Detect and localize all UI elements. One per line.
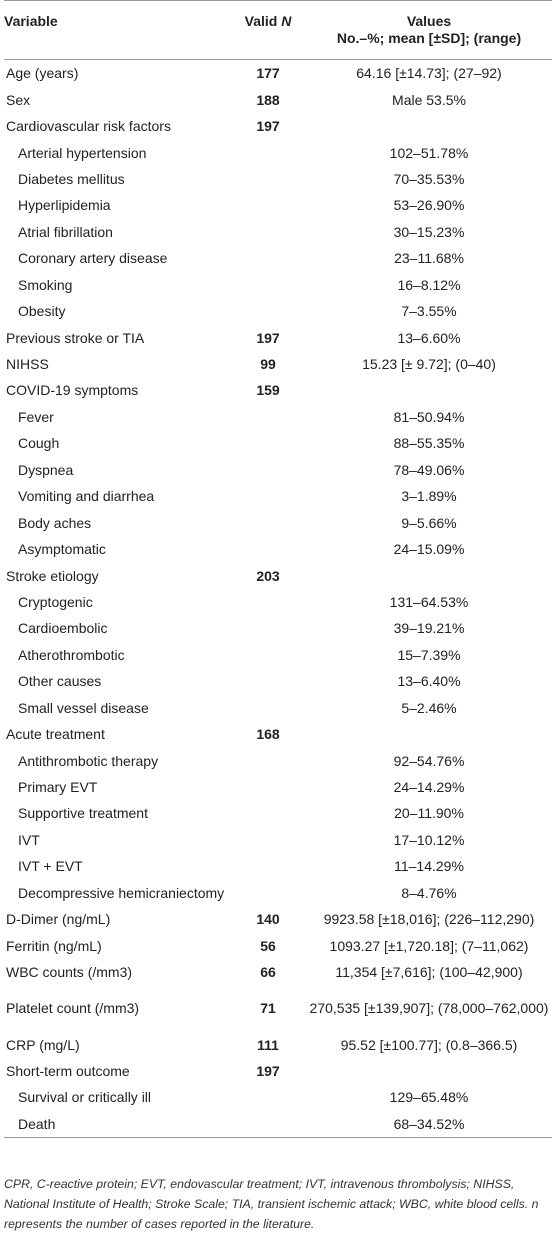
cell-value: 15.23 [± 9.72]; (0–40)	[362, 356, 496, 373]
cell-variable: Age (years)	[6, 65, 79, 82]
table-row	[4, 139, 552, 165]
table-row	[4, 483, 552, 509]
table-row	[4, 404, 552, 430]
table-row	[4, 430, 552, 456]
cell-variable: Previous stroke or TIA	[6, 329, 145, 346]
cell-value: 270,535 [±139,907]; (78,000–762,000)	[309, 1000, 549, 1017]
cell-variable: Hyperlipidemia	[18, 197, 111, 214]
cell-value: 88–55.35%	[393, 435, 465, 452]
table-row	[4, 853, 552, 879]
table-row	[4, 589, 552, 615]
cell-valid-n	[230, 827, 306, 853]
cell-value: Male 53.5%	[392, 91, 466, 108]
cell-variable: Obesity	[18, 303, 66, 320]
cell-value	[306, 377, 552, 403]
cell-value: 81–50.94%	[393, 408, 465, 425]
cell-variable: Supportive treatment	[18, 805, 148, 822]
cell-value: 20–11.90%	[394, 805, 464, 822]
cell-valid-n: 111	[257, 1036, 279, 1053]
cell-valid-n	[230, 139, 306, 165]
cell-variable: Atherothrombotic	[18, 646, 125, 663]
cell-valid-n	[230, 615, 306, 641]
cell-value: 78–49.06%	[393, 461, 465, 478]
cell-variable: IVT	[18, 831, 40, 848]
table-row	[4, 985, 552, 1031]
cell-variable: D-Dimer (ng/mL)	[6, 911, 111, 928]
table-row	[4, 615, 552, 641]
table-row	[4, 219, 552, 245]
cell-variable: Vomiting and diarrhea	[18, 488, 155, 505]
cell-variable: Smoking	[18, 276, 73, 293]
cell-value: 92–54.76%	[393, 752, 465, 769]
cell-value: 13–6.40%	[397, 673, 461, 690]
cell-value: 24–15.09%	[393, 541, 465, 558]
cell-value: 102–51.78%	[389, 144, 469, 161]
cell-valid-n	[230, 853, 306, 879]
table-row	[4, 827, 552, 853]
cell-valid-n	[230, 219, 306, 245]
cell-variable: COVID-19 symptoms	[6, 382, 139, 399]
cell-value: 23–11.68%	[394, 250, 464, 267]
cell-variable: Body aches	[18, 514, 92, 531]
cell-value: 68–34.52%	[306, 1111, 552, 1138]
cell-value: 13–6.60%	[397, 329, 461, 346]
header-valid-n	[230, 1, 306, 48]
table-row	[4, 298, 552, 324]
cell-variable: Ferritin (ng/mL)	[6, 937, 102, 954]
table-row	[4, 747, 552, 773]
cell-value: 3–1.89%	[401, 488, 457, 505]
table-body	[4, 60, 552, 1138]
cell-valid-n	[230, 272, 306, 298]
cell-valid-n	[230, 1084, 306, 1110]
table-row	[4, 880, 552, 906]
cell-variable: Arterial hypertension	[18, 144, 147, 161]
cell-valid-n	[230, 668, 306, 694]
cell-value: 39–19.21%	[393, 620, 465, 637]
table-row	[4, 1111, 552, 1138]
table-row	[4, 932, 552, 958]
header-variable: Variable	[4, 13, 58, 29]
cell-valid-n	[230, 457, 306, 483]
header-values-line2: No.–%; mean [±SD]; (range)	[336, 30, 522, 46]
cell-value	[306, 721, 552, 747]
cell-variable: Other causes	[18, 673, 102, 690]
cell-valid-n	[230, 800, 306, 826]
cell-valid-n: 197	[256, 118, 280, 135]
cell-value: 95.52 [±100.77]; (0.8–366.5)	[340, 1036, 518, 1053]
cell-variable: Death	[4, 1111, 230, 1138]
table-row	[4, 60, 552, 87]
cell-valid-n: 99	[260, 356, 276, 373]
table-row	[4, 562, 552, 588]
cell-variable: Cardiovascular risk factors	[6, 118, 171, 135]
cell-value: 129–65.48%	[389, 1089, 469, 1106]
table-row	[4, 351, 552, 377]
cell-valid-n: 66	[260, 964, 276, 981]
table-row	[4, 245, 552, 271]
cell-valid-n	[230, 747, 306, 773]
cell-value: 53–26.90%	[393, 197, 465, 214]
cell-valid-n	[230, 166, 306, 192]
cell-valid-n	[230, 298, 306, 324]
table-row	[4, 86, 552, 112]
table-row	[4, 536, 552, 562]
cell-valid-n: 188	[256, 91, 280, 108]
cell-valid-n: 140	[256, 911, 280, 928]
table-row	[4, 642, 552, 668]
cell-valid-n	[230, 695, 306, 721]
header-values-line1: Values	[406, 13, 452, 29]
cell-valid-n	[230, 509, 306, 535]
cell-valid-n	[230, 404, 306, 430]
cell-valid-n	[230, 192, 306, 218]
cell-variable: Cryptogenic	[18, 593, 93, 610]
cell-variable: Asymptomatic	[18, 541, 106, 558]
table-row	[4, 906, 552, 932]
cell-valid-n: 71	[260, 1000, 276, 1017]
table-row	[4, 668, 552, 694]
table-row	[4, 721, 552, 747]
cell-value	[306, 562, 552, 588]
cell-variable: Dyspnea	[18, 461, 74, 478]
cell-variable: Antithrombotic therapy	[18, 752, 159, 769]
cell-valid-n	[230, 880, 306, 906]
cell-variable: Cardioembolic	[18, 620, 108, 637]
header-valid-n-italic: N	[281, 13, 292, 29]
table-row	[4, 800, 552, 826]
cell-variable: NIHSS	[6, 356, 49, 373]
cell-valid-n: 203	[256, 567, 280, 584]
table-row	[4, 1058, 552, 1084]
cell-variable: Decompressive hemicraniectomy	[18, 884, 225, 901]
table-footnote: CPR, C-reactive protein; EVT, endovascular treatment; IVT, intravenous thrombolysis; NIHSS, National Institute of Health; Stroke Scale; TIA, transient ischemic attack; WBC, white blood cells. n represents the number of cases reported in the literature.	[4, 1177, 539, 1231]
cell-value: 70–35.53%	[393, 170, 465, 187]
table-row	[4, 377, 552, 403]
cell-value: 9923.58 [±18,016]; (226–112,290)	[323, 911, 535, 928]
cell-valid-n: 159	[256, 382, 280, 399]
cell-value: 131–64.53%	[389, 593, 469, 610]
cell-variable: Stroke etiology	[6, 567, 99, 584]
cell-value: 17–10.12%	[393, 831, 465, 848]
cell-value: 7–3.55%	[401, 303, 457, 320]
cell-valid-n: 197	[256, 329, 280, 346]
cell-variable: WBC counts (/mm3)	[6, 964, 133, 981]
cell-value: 30–15.23%	[393, 223, 465, 240]
cell-variable: IVT + EVT	[18, 858, 83, 875]
cell-value: 9–5.66%	[401, 514, 457, 531]
cell-value: 15–7.39%	[397, 646, 461, 663]
cell-variable: Sex	[6, 91, 31, 108]
cell-variable: Platelet count (/mm3)	[6, 1000, 140, 1017]
table-row	[4, 192, 552, 218]
cell-valid-n: 177	[256, 65, 280, 82]
table-row	[4, 509, 552, 535]
table-row	[4, 113, 552, 139]
cell-variable: Fever	[18, 408, 54, 425]
table-row	[4, 457, 552, 483]
cell-valid-n	[230, 483, 306, 509]
table-row	[4, 272, 552, 298]
cell-variable: CRP (mg/L)	[6, 1036, 80, 1053]
clinical-characteristics-table	[4, 0, 552, 1138]
cell-valid-n: 168	[256, 726, 280, 743]
cell-variable: Coronary artery disease	[18, 250, 168, 267]
cell-variable: Cough	[18, 435, 60, 452]
header-values	[306, 1, 552, 48]
cell-value: 8–4.76%	[401, 884, 457, 901]
cell-value	[306, 113, 552, 139]
cell-value: 24–14.29%	[393, 779, 465, 796]
cell-value: 1093.27 [±1,720.18]; (7–11,062)	[329, 937, 529, 954]
table-row	[4, 324, 552, 350]
cell-value: 11–14.29%	[394, 858, 464, 875]
cell-valid-n: 197	[256, 1062, 280, 1079]
cell-valid-n	[230, 536, 306, 562]
cell-variable: Diabetes mellitus	[18, 170, 125, 187]
table-header	[4, 1, 552, 60]
table-row	[4, 774, 552, 800]
cell-valid-n	[230, 1111, 306, 1138]
cell-valid-n	[230, 589, 306, 615]
table-row	[4, 166, 552, 192]
cell-valid-n	[230, 245, 306, 271]
table-row	[4, 1031, 552, 1057]
cell-valid-n	[230, 430, 306, 456]
cell-variable: Primary EVT	[18, 779, 98, 796]
cell-value: 11,354 [±7,616]; (100–42,900)	[335, 964, 523, 981]
cell-variable: Atrial fibrillation	[18, 223, 113, 240]
cell-valid-n	[230, 774, 306, 800]
cell-value: 16–8.12%	[397, 276, 461, 293]
cell-value: 5–2.46%	[401, 699, 457, 716]
cell-value: 64.16 [±14.73]; (27–92)	[356, 65, 502, 82]
cell-variable: Short-term outcome	[6, 1062, 130, 1079]
cell-value	[306, 1058, 552, 1084]
cell-variable: Acute treatment	[6, 726, 105, 743]
table-row	[4, 959, 552, 985]
table-row	[4, 695, 552, 721]
table-row	[4, 1084, 552, 1110]
cell-valid-n: 56	[260, 937, 276, 954]
cell-valid-n	[230, 642, 306, 668]
cell-variable: Survival or critically ill	[18, 1089, 152, 1106]
cell-variable: Small vessel disease	[18, 699, 149, 716]
header-valid-n-prefix: Valid	[244, 13, 282, 29]
